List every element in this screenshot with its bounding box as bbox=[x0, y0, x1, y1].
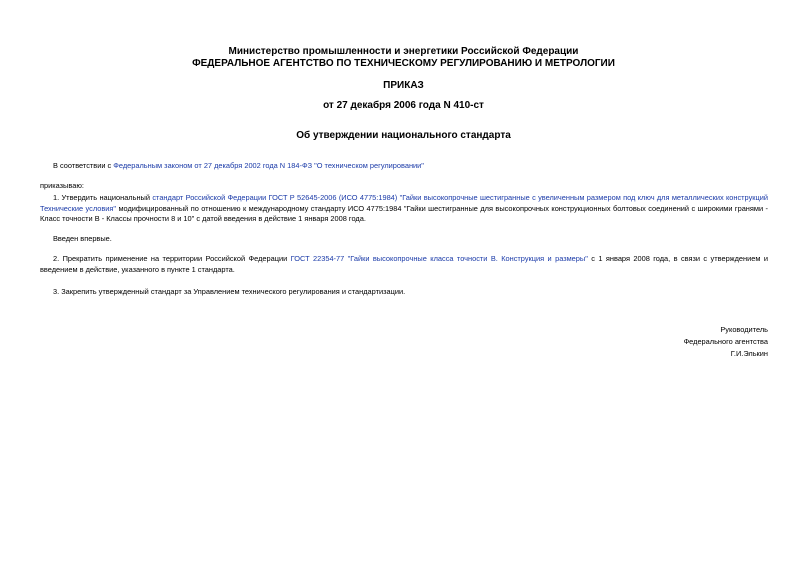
document-date-number: от 27 декабря 2006 года N 410-ст bbox=[323, 100, 484, 111]
signature-title: Руководитель bbox=[720, 325, 768, 334]
signature-name: Г.И.Элькин bbox=[730, 349, 768, 358]
item-2-text-before: 2. Прекратить применение на территории Российской Федерации bbox=[53, 254, 291, 263]
signature-org: Федерального агентства bbox=[683, 337, 768, 346]
gost-r-52645-link[interactable]: стандарт Российской Федерации ГОСТ Р 52645-2006 (ИСО 4775:1984) "Гайки высокопрочные шестигранные с увеличенным размером под ключ для металлических конструкций Технические условия" bbox=[40, 193, 768, 213]
preamble-paragraph bbox=[40, 161, 768, 172]
document-subject: Об утверждении национального стандарта bbox=[296, 130, 511, 141]
gost-22354-link[interactable]: ГОСТ 22354-77 "Гайки высокопрочные класса точности В. Конструкция и размеры" bbox=[290, 254, 588, 263]
introduced-note: Введен впервые. bbox=[53, 234, 112, 243]
ministry-title: Министерство промышленности и энергетики Российской Федерации bbox=[228, 46, 579, 57]
order-word: приказываю: bbox=[40, 181, 84, 190]
item-1-text-after: модифицированный по отношению к международному стандарту ИСО 4775:1984 "Гайки шестигранные для высокопрочных конструкционных болтовых соединений с широкими гранями - Класс точности В - Классы прочности 8 и 10" с датой введения в действие 1 января 2008 года. bbox=[40, 203, 768, 224]
federal-law-link[interactable]: Федеральным законом от 27 декабря 2002 года N 184-ФЗ "О техническом регулировании" bbox=[113, 161, 424, 170]
item-2-paragraph bbox=[40, 254, 768, 275]
preamble-text: В соответствии с bbox=[53, 161, 114, 170]
item-2-text-after: с 1 января 2008 года, в связи с утверждением и введением в действие, указанного в пункте 1 стандарта. bbox=[40, 254, 768, 274]
agency-title: ФЕДЕРАЛЬНОЕ АГЕНТСТВО ПО ТЕХНИЧЕСКОМУ РЕГУЛИРОВАНИЮ И МЕТРОЛОГИИ bbox=[192, 58, 615, 69]
item-3-paragraph: 3. Закрепить утвержденный стандарт за Управлением технического регулирования и стандартизации. bbox=[53, 287, 406, 296]
item-1-paragraph bbox=[40, 193, 768, 225]
document-type: ПРИКАЗ bbox=[383, 80, 424, 91]
item-1-text-before: 1. Утвердить национальный bbox=[53, 193, 153, 202]
